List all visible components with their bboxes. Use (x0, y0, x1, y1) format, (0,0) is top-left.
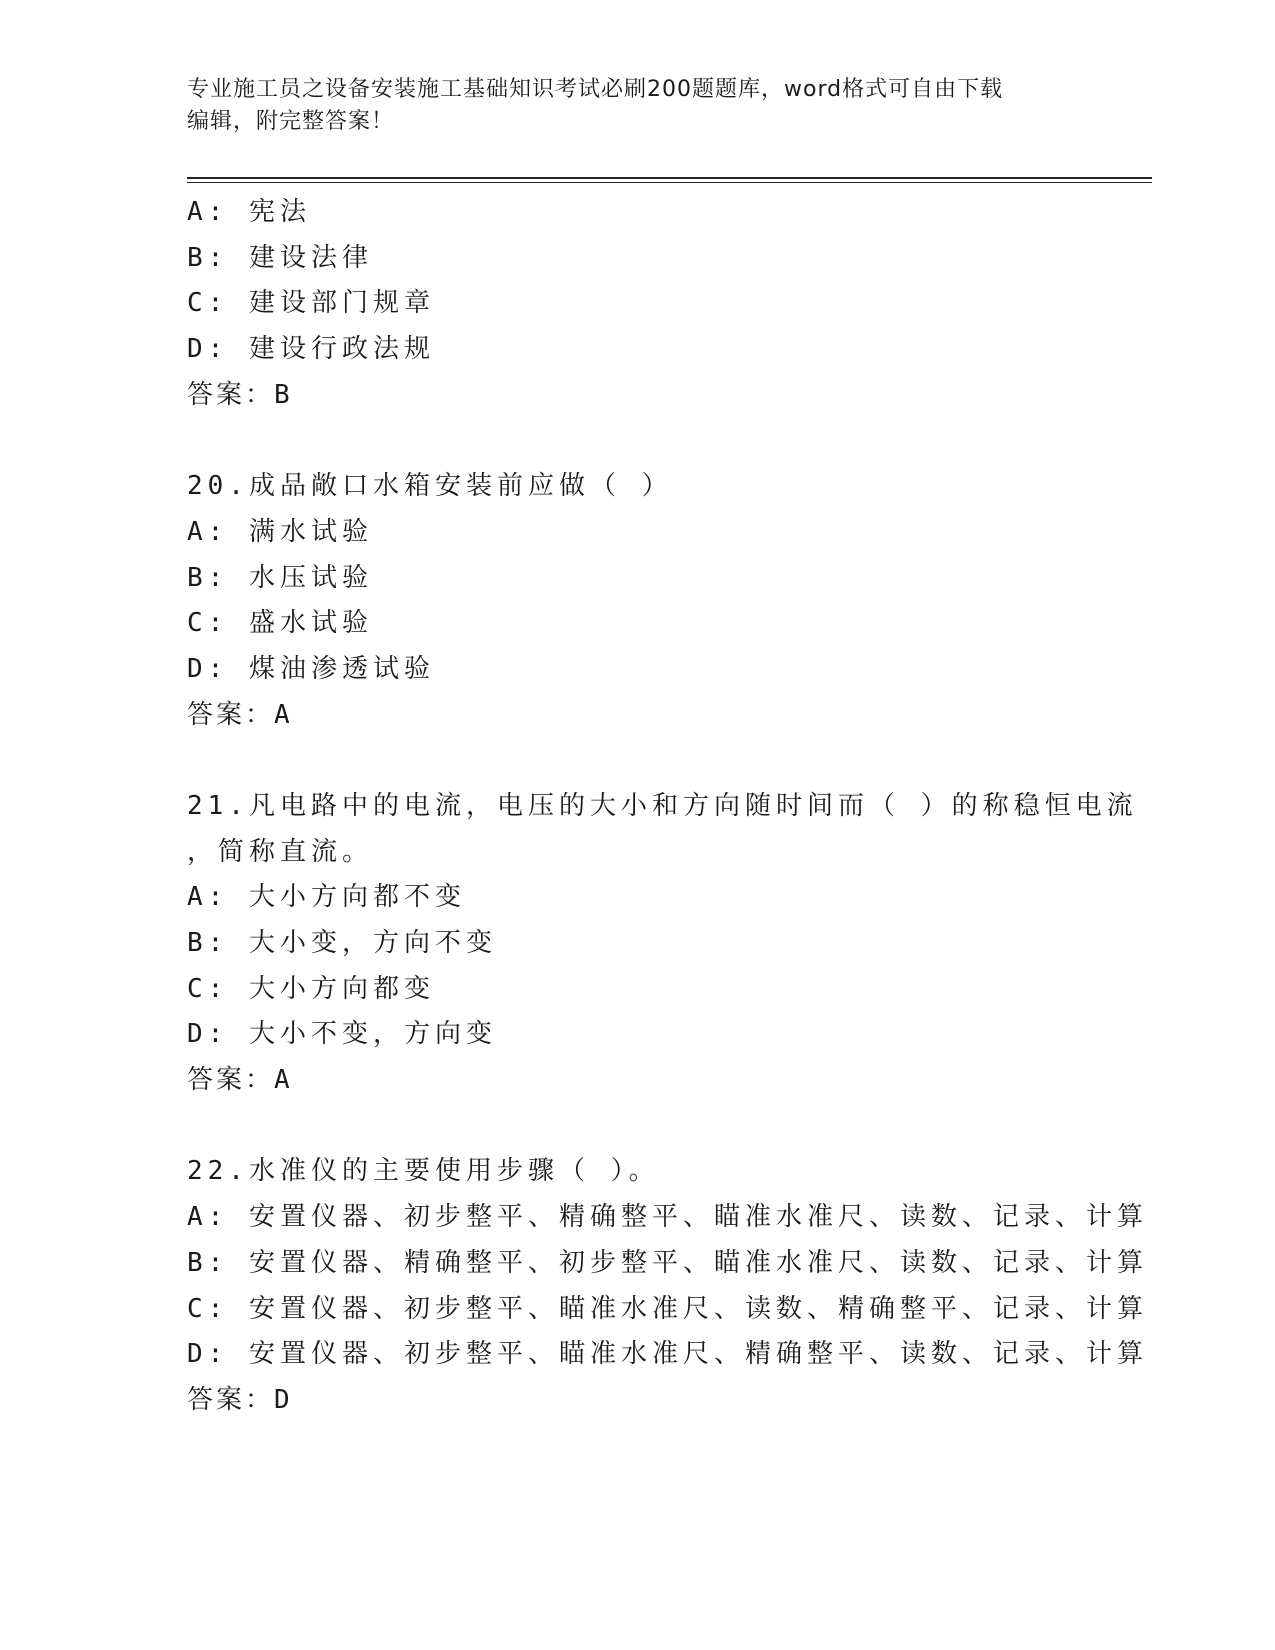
option-d: D: 安置仪器、初步整平、瞄准水准尺、精确整平、读数、记录、计算 (187, 1339, 1148, 1370)
question-20 (187, 464, 1087, 738)
document-header (187, 74, 1067, 138)
option-a: A: 满水试验 (187, 516, 373, 547)
question-stem: 20.成品敞口水箱安装前应做（ ） (187, 471, 673, 502)
answer-line: 答案：D (187, 1384, 293, 1415)
answer-line: 答案：A (187, 699, 293, 730)
spacer (187, 418, 1087, 464)
header-line-1: 专业施工员之设备安装施工基础知识考试必刷200题题库，word格式可自由下载 (187, 77, 1004, 102)
header-line-2: 编辑，附完整答案！ (187, 109, 395, 134)
question-stem: 22.水准仪的主要使用步骤（ ）。 (187, 1156, 660, 1187)
option-d: D: 建设行政法规 (187, 334, 435, 365)
option-a: A: 宪法 (187, 197, 311, 227)
question-list (187, 190, 1148, 1424)
option-b: B: 大小变，方向不变 (187, 928, 497, 958)
option-b: B: 安置仪器、精确整平、初步整平、瞄准水准尺、读数、记录、计算 (187, 1247, 1148, 1278)
option-a: A: 安置仪器、初步整平、精确整平、瞄准水准尺、读数、记录、计算 (187, 1202, 1148, 1233)
question-21 (187, 784, 1138, 1104)
option-b: B: 建设法律 (187, 242, 373, 273)
option-d: D: 煤油渗透试验 (187, 653, 435, 684)
option-a: A: 大小方向都不变 (187, 882, 466, 913)
question-stem-continued: ，简称直流。 (187, 836, 374, 867)
option-b: B: 水压试验 (187, 562, 373, 593)
question-19-continued (187, 190, 1087, 418)
answer-line: 答案：A (187, 1065, 293, 1096)
option-c: C: 大小方向都变 (187, 973, 435, 1004)
option-c: C: 盛水试验 (187, 608, 373, 639)
header-divider-thin (187, 182, 1152, 183)
header-divider-thick (187, 177, 1152, 179)
spacer (187, 1104, 1087, 1150)
option-c: C: 安置仪器、初步整平、瞄准水准尺、读数、精确整平、记录、计算 (187, 1293, 1148, 1324)
spacer (187, 738, 1087, 784)
option-d: D: 大小不变，方向变 (187, 1019, 497, 1050)
answer-line: 答案：B (187, 379, 293, 410)
option-c: C: 建设部门规章 (187, 288, 435, 319)
question-stem: 21.凡电路中的电流，电压的大小和方向随时间而（ ）的称稳恒电流 (187, 790, 1138, 821)
question-22 (187, 1149, 1148, 1423)
